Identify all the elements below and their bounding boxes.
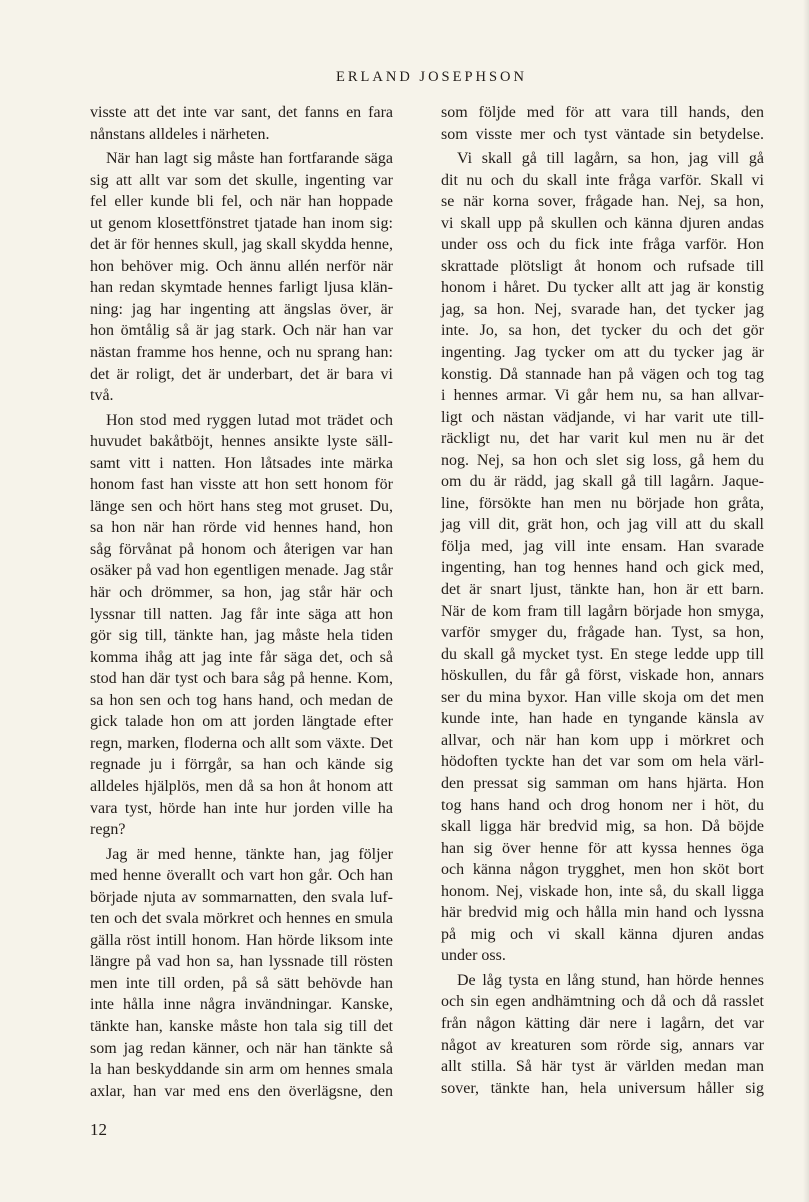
- text-line: skall ligga här bredvid mig, sa hon. Då böjde: [441, 818, 764, 836]
- text-line: regnade ju i förrgår, sa han och kände sig: [90, 756, 393, 774]
- text-line: följa med, jag vill inte ensam. Han svarade: [441, 537, 764, 555]
- text-line: regn, marken, floderna och allt som växte. Det: [90, 734, 393, 752]
- text-line: gälla röst intill honom. Han hörde liksom inte: [90, 931, 393, 949]
- text-line: hon ömtålig så är jag stark. Och när han var: [90, 322, 393, 340]
- text-line: som jag redan känner, och när han tänkte så: [90, 1039, 393, 1057]
- text-line: länge sen och hört hans steg mot gruset. Du,: [90, 497, 393, 515]
- text-line: ingenting, han tog hennes hand och gick med,: [441, 559, 764, 577]
- text-line: som visste mer och tyst väntade sin betydelse.: [441, 125, 764, 143]
- text-line: Vi skall gå till lagårn, sa hon, jag vill gå: [457, 150, 764, 168]
- paragraph: [90, 844, 393, 1103]
- text-line: se när korna sover, frågade han. Nej, sa hon,: [441, 193, 764, 211]
- text-line: komma ihåg att jag inte får säga det, och så: [90, 648, 393, 666]
- text-line: räckligt nu, det har varit kul men nu är det: [441, 430, 764, 448]
- text-line: här och drömmer, sa hon, jag står här och: [90, 584, 393, 602]
- paragraph: [441, 102, 764, 145]
- text-line: ser du mina byxor. Han ville skoja om det men: [441, 688, 764, 706]
- text-line: gör sig till, tänkte han, jag måste hela tiden: [90, 627, 393, 645]
- text-line: När han lagt sig måste han fortfarande säga: [106, 150, 393, 168]
- text-line: osäker på vad hon egentligen menade. Jag står: [90, 562, 393, 580]
- text-line: inte. Jo, sa hon, det tycker du och det gör: [441, 322, 764, 340]
- text-line: med henne överallt och vart hon går. Och han: [90, 867, 393, 885]
- text-line: på mig och vi skall känna djuren andas: [441, 925, 764, 943]
- text-line: om du är rädd, jag skall gå till lagårn. Jaque-: [441, 473, 764, 491]
- text-line: visste att det inte var sant, det fanns en fara: [90, 104, 393, 121]
- text-line: alldeles hjälplös, men då sa hon åt honom att: [90, 777, 393, 795]
- text-line: lyssnar till natten. Jag får inte säga att hon: [90, 605, 393, 623]
- text-line: här bredvid mig och hålla min hand och lyssna: [441, 904, 764, 922]
- text-line: tänkte han, kanske måste hon tala sig till det: [90, 1017, 393, 1035]
- text-line: huvudet bakåtböjt, hennes ansikte lyste säll-: [90, 433, 393, 451]
- text-line: honom. Nej, viskade hon, inte så, du skall ligga: [441, 882, 764, 900]
- paragraph: [90, 102, 393, 145]
- text-line: ten och det svala mörkret och hennes en smula: [90, 910, 393, 928]
- text-line: längre på vad hon sa, han lyssnade till rösten: [90, 953, 393, 971]
- text-line: från någon kätting där nere i lagårn, det var: [441, 1014, 764, 1032]
- text-line: ut genom klosettfönstret tjatade han inom sig:: [90, 214, 393, 232]
- text-line: fel eller kunde bli fel, och när han hoppade: [90, 193, 393, 211]
- text-line: nånstans alldeles i närheten.: [90, 125, 270, 143]
- text-line: hon behöver mig. Och ännu allén nerför när: [90, 257, 393, 275]
- text-line: tog hans hand och drog honom ner i höt, du: [441, 796, 764, 814]
- text-line: den pressat sig samman om hans hjärta. Hon: [441, 774, 764, 792]
- text-line: det är för hennes skull, jag skall skydda henne,: [90, 236, 393, 254]
- text-line: men inte till orden, på så sätt behövde han: [90, 974, 393, 992]
- text-line: axlar, han var med ens den överlägsne, den: [90, 1082, 393, 1100]
- text-line: under oss.: [441, 947, 506, 965]
- text-line: jag, sa hon. Nej, svarade han, det tycker jag: [441, 300, 764, 318]
- page-number: 12: [90, 1120, 107, 1139]
- text-line: Hon stod med ryggen lutad mot trädet och: [106, 411, 393, 429]
- text-line: la han beskyddande sin arm om hennes smala: [90, 1061, 393, 1079]
- text-line: De låg tysta en lång stund, han hörde hennes: [457, 971, 764, 989]
- text-line: honom i håret. Du tycker allt att jag är konstig: [441, 279, 764, 297]
- text-line: hödoften tyckte han det var som om hela värl-: [441, 753, 764, 771]
- text-line: såg förvånat på honom och återigen var han: [90, 540, 393, 558]
- paragraph: [90, 148, 393, 407]
- text-line: skrattade plötsligt åt honom och rufsade till: [441, 257, 764, 275]
- text-line: sa hon sen och tog hans hand, och medan de: [90, 691, 393, 709]
- text-line: två.: [90, 387, 114, 405]
- text-line: nästan framme hos henne, och nu sprang han:: [90, 344, 393, 362]
- text-line: Jag är med henne, tänkte han, jag följer: [106, 845, 393, 863]
- paragraph: [441, 148, 764, 967]
- text-line: under oss och du fick inte fråga varför. Hon: [441, 236, 764, 254]
- paragraph: [90, 410, 393, 841]
- text-line: regn?: [90, 821, 126, 839]
- text-line: sover, tänkte han, hela universum håller sig: [441, 1079, 764, 1097]
- text-line: det är roligt, det är underbart, det är bara vi: [90, 365, 393, 383]
- text-line: som följde med för att vara till hands, den: [441, 104, 764, 121]
- text-line: vara tyst, hörde han inte hur jorden ville ha: [90, 799, 393, 817]
- text-line: inte hålla inne några invändningar. Kanske,: [90, 996, 393, 1014]
- text-line: ligt och nästan vädjande, vi har varit ute till-: [441, 408, 764, 426]
- text-line: vi skall upp på skullen och känna djuren andas: [441, 214, 764, 232]
- text-line: sa hon när han rörde vid hennes hand, hon: [90, 519, 393, 537]
- text-line: allt stilla. Så här tyst är världen medan man: [441, 1058, 764, 1076]
- text-line: han sig över henne för att kyssa hennes öga: [441, 839, 764, 857]
- text-line: gick talade hon om att jorden längtade efter: [90, 713, 393, 731]
- text-line: När de kom fram till lagårn började hon smyga,: [441, 602, 764, 620]
- text-line: han redan skymtade hennes farligt ljusa klän-: [90, 279, 393, 297]
- text-line: något av kreaturen som rörde sig, annars var: [441, 1036, 764, 1054]
- text-line: allvar, och när han kom upp i mörkret och: [441, 731, 764, 749]
- text-line: höskullen, du får gå först, viskade hon, annars: [441, 667, 764, 685]
- text-line: sig att allt var som det skulle, ingenting var: [90, 171, 393, 189]
- text-column-left: [90, 102, 393, 1102]
- text-line: du skall gå mycket tyst. En stege ledde upp till: [441, 645, 764, 663]
- text-line: började njuta av sommarnatten, den svala luf-: [90, 888, 393, 906]
- text-line: jag vill dit, grät hon, och jag vill att du skall: [441, 516, 764, 534]
- text-line: ning: jag har ingenting att ängslas över, är: [90, 300, 393, 318]
- text-line: samt vitt i natten. Hon låtsades inte märka: [90, 454, 393, 472]
- text-line: och känna någon trygghet, men hon sköt bort: [441, 861, 764, 879]
- text-line: och sin egen andhämtning och då och då rasslet: [441, 993, 764, 1011]
- text-line: kunde inte, han hade en tyngande känsla av: [441, 710, 764, 728]
- text-line: det är snart ljust, tänkte han, hon är ett barn.: [441, 581, 764, 599]
- text-column-right: [441, 102, 764, 1099]
- text-line: ingenting. Jag tycker om att du tycker jag är: [441, 344, 764, 362]
- text-line: nog. Nej, sa hon och slet sig loss, gå hem du: [441, 451, 764, 469]
- paragraph: [441, 970, 764, 1099]
- text-line: i hennes armar. Vi går hem nu, sa han allvar-: [441, 387, 764, 405]
- text-line: honom fast han visste att hon sett honom för: [90, 476, 393, 494]
- text-line: konstig. Då stannade han på vägen och tog tag: [441, 365, 764, 383]
- text-line: varför smyger du, frågade han. Tyst, sa hon,: [441, 624, 764, 642]
- text-line: line, försökte han men nu började hon gråta,: [441, 494, 764, 512]
- text-line: dit nu och du skall inte fråga varför. Skall vi: [441, 171, 764, 189]
- running-header: ERLAND JOSEPHSON: [336, 69, 528, 85]
- text-line: stod han där tyst och bara såg på henne. Kom,: [90, 670, 393, 688]
